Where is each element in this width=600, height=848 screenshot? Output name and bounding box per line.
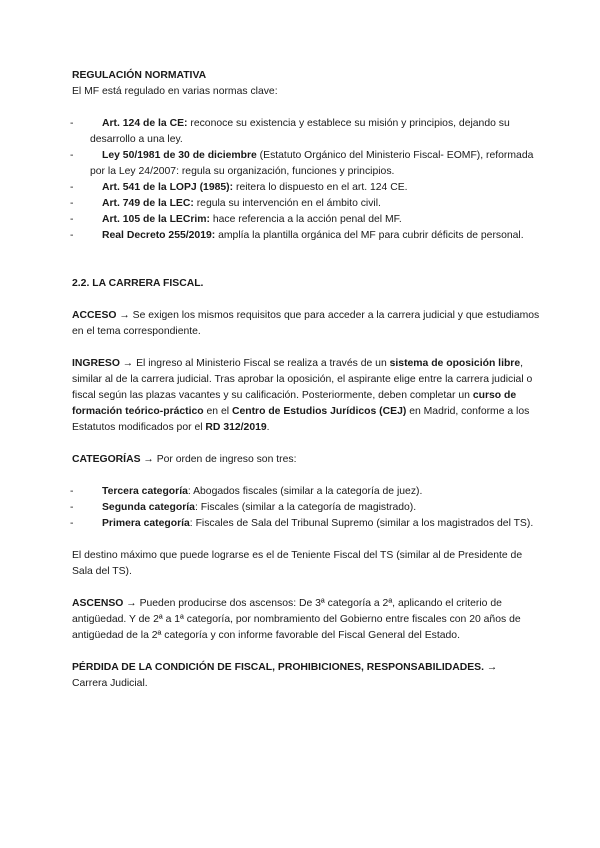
list-item [72, 484, 540, 500]
item-text: : Fiscales (similar a la categoría de magistrado). [194, 502, 417, 513]
list-item [72, 180, 540, 196]
ingreso-bold: sistema de oposición libre [389, 358, 521, 369]
dash-bullet: - [70, 518, 74, 529]
list-item [72, 212, 540, 228]
dash-bullet: - [70, 214, 74, 225]
acceso-paragraph [72, 308, 540, 340]
perdida-paragraph [72, 660, 540, 692]
dash-bullet: - [70, 502, 74, 513]
section-heading-carrera: 2.2. LA CARRERA FISCAL. [72, 278, 204, 289]
list-item [72, 516, 540, 532]
item-text: : Fiscales de Sala del Tribunal Supremo (similar a los magistrados del TS). [189, 518, 534, 529]
dash-bullet: - [70, 182, 74, 193]
arrow-icon: → [123, 598, 140, 609]
ingreso-text: El ingreso al Ministerio Fiscal se realiza a través de un [136, 358, 390, 369]
item-bold: Art. 541 de la LOPJ (1985): [102, 182, 234, 193]
regulacion-list [72, 116, 540, 244]
item-text: amplía la plantilla orgánica del MF para cubrir déficits de personal. [215, 230, 524, 241]
ascenso-paragraph [72, 596, 540, 644]
list-item [72, 500, 540, 516]
perdida-text: Carrera Judicial. [72, 678, 148, 689]
categorias-label: CATEGORÍAS [72, 454, 141, 465]
item-bold: Art. 105 de la LECrim: [102, 214, 210, 225]
ingreso-text: en Madrid, conforme a los Estatutos modificados por el [72, 406, 530, 433]
arrow-icon: → [484, 662, 498, 673]
dash-bullet: - [70, 150, 74, 161]
categorias-text: Por orden de ingreso son tres: [156, 454, 297, 465]
item-bold: Tercera categoría [102, 486, 188, 497]
item-text: : Abogados fiscales (similar a la categoría de juez). [187, 486, 423, 497]
item-bold: Real Decreto 255/2019: [102, 230, 216, 241]
destino-paragraph: El destino máximo que puede lograrse es el de Teniente Fiscal del TS (similar al de Presidente de Sala del TS). [72, 550, 523, 577]
categorias-paragraph [72, 452, 540, 468]
item-bold: Art. 124 de la CE: [102, 118, 188, 129]
regulacion-intro: El MF está regulado en varias normas clave: [72, 86, 278, 97]
list-item [72, 148, 540, 180]
item-bold: Art. 749 de la LEC: [102, 198, 194, 209]
ingreso-bold: curso de formación teórico-práctico [72, 390, 517, 417]
arrow-icon: → [140, 454, 157, 465]
item-text: reconoce su existencia y establece su misión y principios, dejando su desarrollo a una ley. [90, 118, 510, 145]
section-heading-regulacion: REGULACIÓN NORMATIVA [72, 70, 207, 81]
ingreso-text: , similar al de la carrera judicial. Tras aprobar la oposición, el aspirante elige entre la carrera judicial o fiscal según las plazas vacantes y su calificación. Posteriormente, deben completar un [72, 358, 533, 401]
arrow-icon: → [119, 358, 137, 369]
ingreso-text: en el [203, 406, 232, 417]
ingreso-paragraph [72, 356, 540, 436]
arrow-icon: → [116, 310, 133, 321]
categorias-list [72, 484, 540, 532]
acceso-label: ACCESO [72, 310, 117, 321]
dash-bullet: - [70, 118, 74, 129]
list-item [72, 228, 540, 244]
ingreso-text: . [266, 422, 270, 433]
perdida-label: PÉRDIDA DE LA CONDICIÓN DE FISCAL, PROHIBICIONES, RESPONSABILIDADES. [72, 662, 485, 673]
ascenso-text: Pueden producirse dos ascensos: De 3ª categoría a 2ª, aplicando el criterio de antigüedad. Y de 2ª a 1ª categoría, por nombramiento del Gobierno entre fiscales con 20 años de antigüedad de la 2ª categoría y con informe favorable del Fiscal General del Estado. [72, 598, 521, 641]
item-text: hace referencia a la acción penal del MF. [209, 214, 402, 225]
dash-bullet: - [70, 230, 74, 241]
item-text: reitera lo dispuesto en el art. 124 CE. [233, 182, 408, 193]
list-item [72, 196, 540, 212]
item-bold: Ley 50/1981 de 30 de diciembre [102, 150, 257, 161]
ingreso-bold: RD 312/2019 [205, 422, 267, 433]
ascenso-label: ASCENSO [72, 598, 124, 609]
dash-bullet: - [70, 486, 74, 497]
list-item [72, 116, 540, 148]
acceso-text: Se exigen los mismos requisitos que para acceder a la carrera judicial y que estudiamos en el tema correspondiente. [72, 310, 540, 337]
item-text: regula su intervención en el ámbito civil. [193, 198, 381, 209]
item-text: (Estatuto Orgánico del Ministerio Fiscal- EOMF), reformada por la Ley 24/2007: regula su organización, funciones y principios. [90, 150, 534, 177]
dash-bullet: - [70, 198, 74, 209]
item-bold: Segunda categoría [102, 502, 195, 513]
item-bold: Primera categoría [102, 518, 190, 529]
ingreso-label: INGRESO [72, 358, 120, 369]
ingreso-bold: Centro de Estudios Jurídicos (CEJ) [231, 406, 407, 417]
